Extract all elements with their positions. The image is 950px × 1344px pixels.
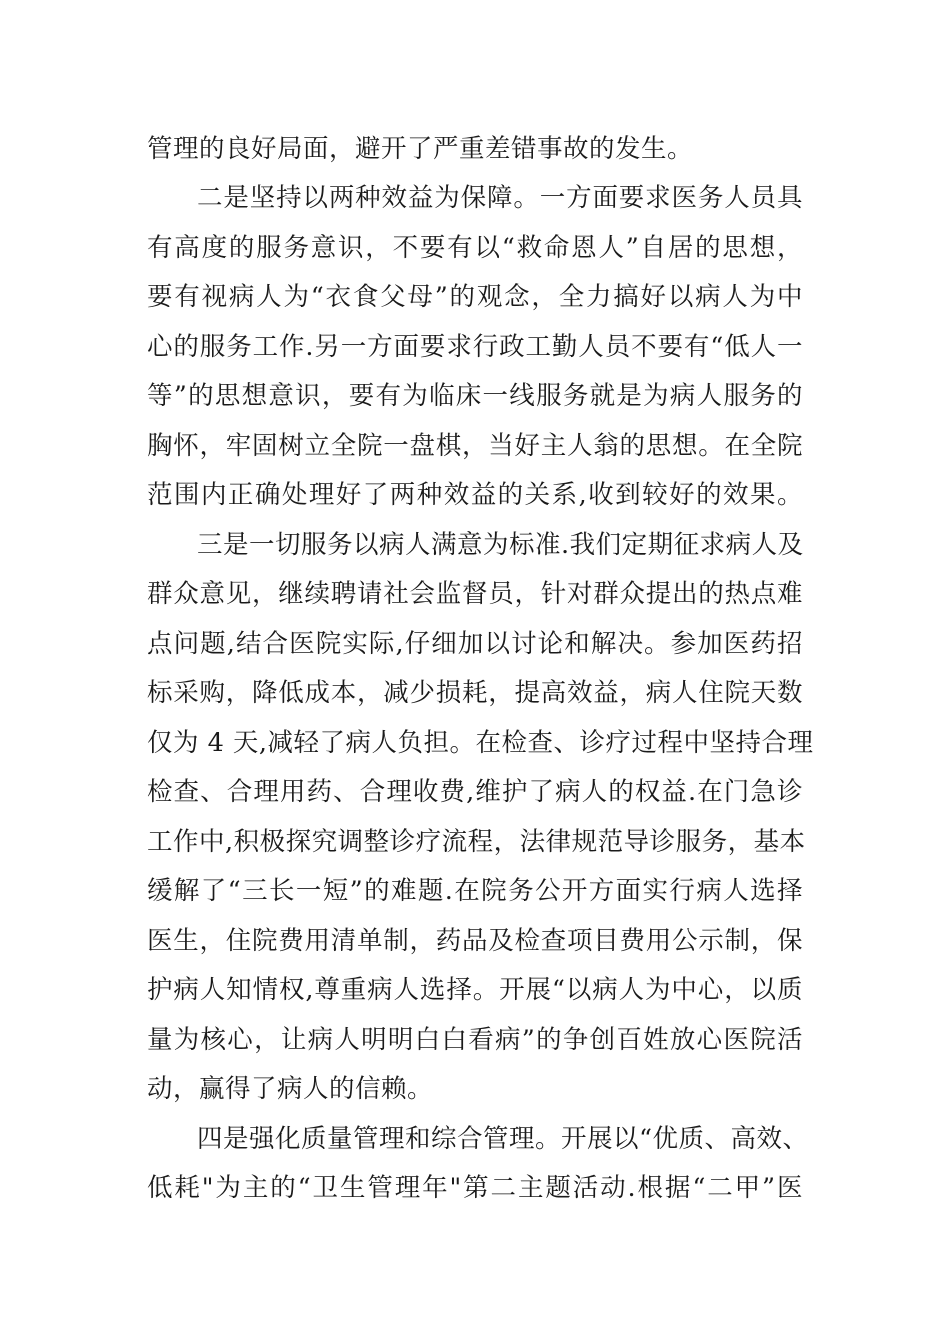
text-line: 检查、合理用药、合理收费,维护了病人的权益.在门急诊 [147,777,803,807]
text-line: 胸怀，牢固树立全院一盘棋，当好主人翁的思想。在全院 [147,431,803,461]
text-line: 缓解了“三长一短”的难题.在院务公开方面实行病人选择 [147,876,803,906]
paragraph-first-line: 二是坚持以两种效益为保障。一方面要求医务人员具 [197,183,803,213]
text-line: 范围内正确处理好了两种效益的关系,收到较好的效果。 [147,480,803,510]
text-line: 量为核心，让病人明明白白看病”的争创百姓放心医院活 [147,1025,803,1055]
text-line: 标采购，降低成本，减少损耗，提高效益，病人住院天数 [147,678,803,708]
paragraph-first-line: 三是一切服务以病人满意为标准.我们定期征求病人及 [197,530,804,560]
text-line: 群众意见，继续聘请社会监督员，针对群众提出的热点难 [147,579,803,609]
text-line: 心的服务工作.另一方面要求行政工勤人员不要有“低人一 [147,332,803,362]
text-line: 医生，住院费用清单制，药品及检查项目费用公示制，保 [147,926,803,956]
text-line: 动，赢得了病人的信赖。 [147,1074,434,1104]
text-line: 管理的良好局面，避开了严重差错事故的发生。 [147,134,694,164]
text-line: 等”的思想意识，要有为临床一线服务就是为病人服务的 [147,381,803,411]
text-line: 点问题,结合医院实际,仔细加以讨论和解决。参加医药招 [147,629,803,659]
text-line: 要有视病人为“衣食父母”的观念，全力搞好以病人为中 [147,282,803,312]
text-line: 低耗"为主的“卫生管理年"第二主题活动.根据“二甲”医 [147,1173,803,1203]
text-line: 护病人知情权,尊重病人选择。开展“以病人为中心，以质 [147,975,803,1005]
text-line: 工作中,积极探究调整诊疗流程，法律规范导诊服务，基本 [147,827,806,857]
text-line: 有高度的服务意识，不要有以“救命恩人”自居的思想， [147,233,803,263]
paragraph-first-line: 四是强化质量管理和综合管理。开展以“优质、高效、 [197,1124,809,1154]
text-line: 仅为 4 天,减轻了病人负担。在检查、诊疗过程中坚持合理 [147,728,814,758]
